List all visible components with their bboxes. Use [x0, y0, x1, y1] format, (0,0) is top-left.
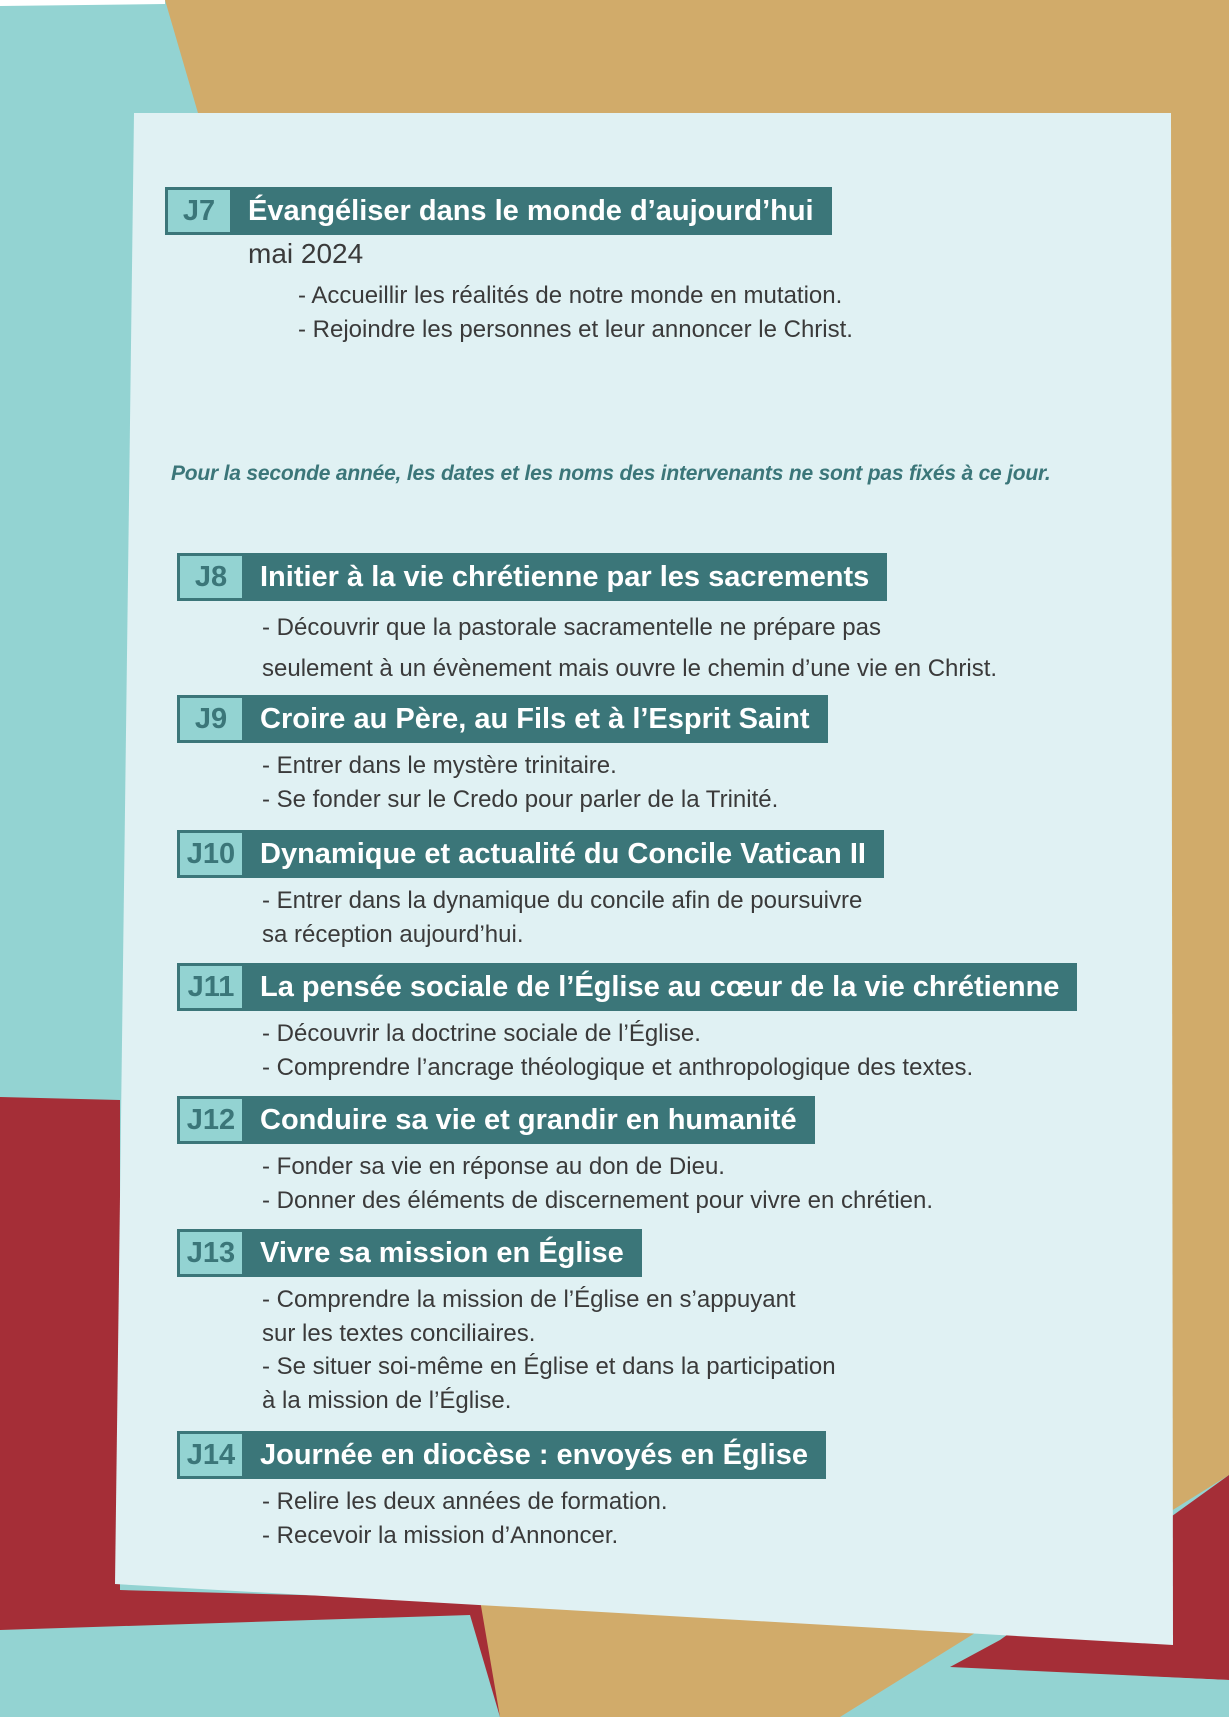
description-line: - Découvrir la doctrine sociale de l’Église.: [262, 1020, 701, 1047]
description-line: - Se fonder sur le Credo pour parler de la Trinité.: [262, 785, 779, 813]
description-line: seulement à un évènement mais ouvre le chemin d’une vie en Christ.: [262, 655, 998, 682]
session-title: La pensée sociale de l’Église au cœur de la vie chrétienne: [245, 963, 1077, 1011]
session-header: [177, 1431, 826, 1479]
session-j9: [177, 695, 828, 816]
session-code: J9: [177, 695, 245, 743]
session-description: [262, 607, 997, 689]
description-line: - Relire les deux années de formation.: [262, 1488, 668, 1515]
session-header: [177, 553, 997, 601]
description-line: - Accueillir les réalités de notre monde en mutation.: [298, 282, 843, 309]
session-description: [298, 279, 853, 346]
description-line: - Comprendre l’ancrage théologique et anthropologique des textes.: [262, 1053, 974, 1081]
session-j7: [165, 187, 853, 346]
session-code: J8: [177, 553, 245, 601]
session-description: [262, 1017, 1077, 1084]
session-code: J13: [177, 1229, 245, 1277]
session-j11: [177, 963, 1077, 1084]
description-line: - Entrer dans le mystère trinitaire.: [262, 752, 617, 779]
session-title: Évangéliser dans le monde d’aujourd’hui: [233, 187, 832, 235]
description-line: - Se situer soi-même en Église et dans la participation: [262, 1353, 836, 1380]
session-description: [262, 749, 828, 816]
session-title: Vivre sa mission en Église: [245, 1229, 642, 1277]
session-code: J10: [177, 830, 245, 878]
session-title: Initier à la vie chrétienne par les sacrements: [245, 553, 887, 601]
session-j13: [177, 1229, 836, 1417]
session-header: [177, 1229, 836, 1277]
description-line: sa réception aujourd’hui.: [262, 920, 524, 948]
session-j8: [177, 553, 997, 689]
session-j14: [177, 1431, 826, 1552]
session-header: [165, 187, 853, 235]
session-header: [177, 830, 884, 878]
description-line: - Fonder sa vie en réponse au don de Dieu.: [262, 1153, 725, 1180]
session-j10: [177, 830, 884, 951]
session-header: [177, 695, 828, 743]
session-header: [177, 963, 1077, 1011]
session-header: [177, 1096, 933, 1144]
session-description: [262, 1150, 933, 1217]
session-description: [262, 1283, 836, 1417]
session-date: mai 2024: [248, 238, 364, 269]
session-code: J11: [177, 963, 245, 1011]
description-line: - Entrer dans la dynamique du concile afin de poursuivre: [262, 887, 863, 914]
description-line: - Comprendre la mission de l’Église en s’appuyant: [262, 1286, 796, 1313]
session-j12: [177, 1096, 933, 1217]
session-description: [262, 1485, 826, 1552]
session-title: Dynamique et actualité du Concile Vatican II: [245, 830, 884, 878]
description-line: sur les textes conciliaires.: [262, 1319, 536, 1347]
description-line: - Découvrir que la pastorale sacramentelle ne prépare pas: [262, 614, 881, 641]
description-line: à la mission de l’Église.: [262, 1386, 512, 1414]
description-line: - Recevoir la mission d’Annoncer.: [262, 1521, 619, 1549]
session-title: Journée en diocèse : envoyés en Église: [245, 1431, 826, 1479]
description-line: - Rejoindre les personnes et leur annoncer le Christ.: [298, 315, 853, 343]
note-text: Pour la seconde année, les dates et les noms des intervenants ne sont pas fixés à ce jour.: [171, 462, 1051, 485]
session-code: J7: [165, 187, 233, 235]
session-title: Croire au Père, au Fils et à l’Esprit Saint: [245, 695, 828, 743]
session-code: J14: [177, 1431, 245, 1479]
session-title: Conduire sa vie et grandir en humanité: [245, 1096, 815, 1144]
description-line: - Donner des éléments de discernement pour vivre en chrétien.: [262, 1186, 934, 1214]
session-code: J12: [177, 1096, 245, 1144]
session-description: [262, 884, 884, 951]
